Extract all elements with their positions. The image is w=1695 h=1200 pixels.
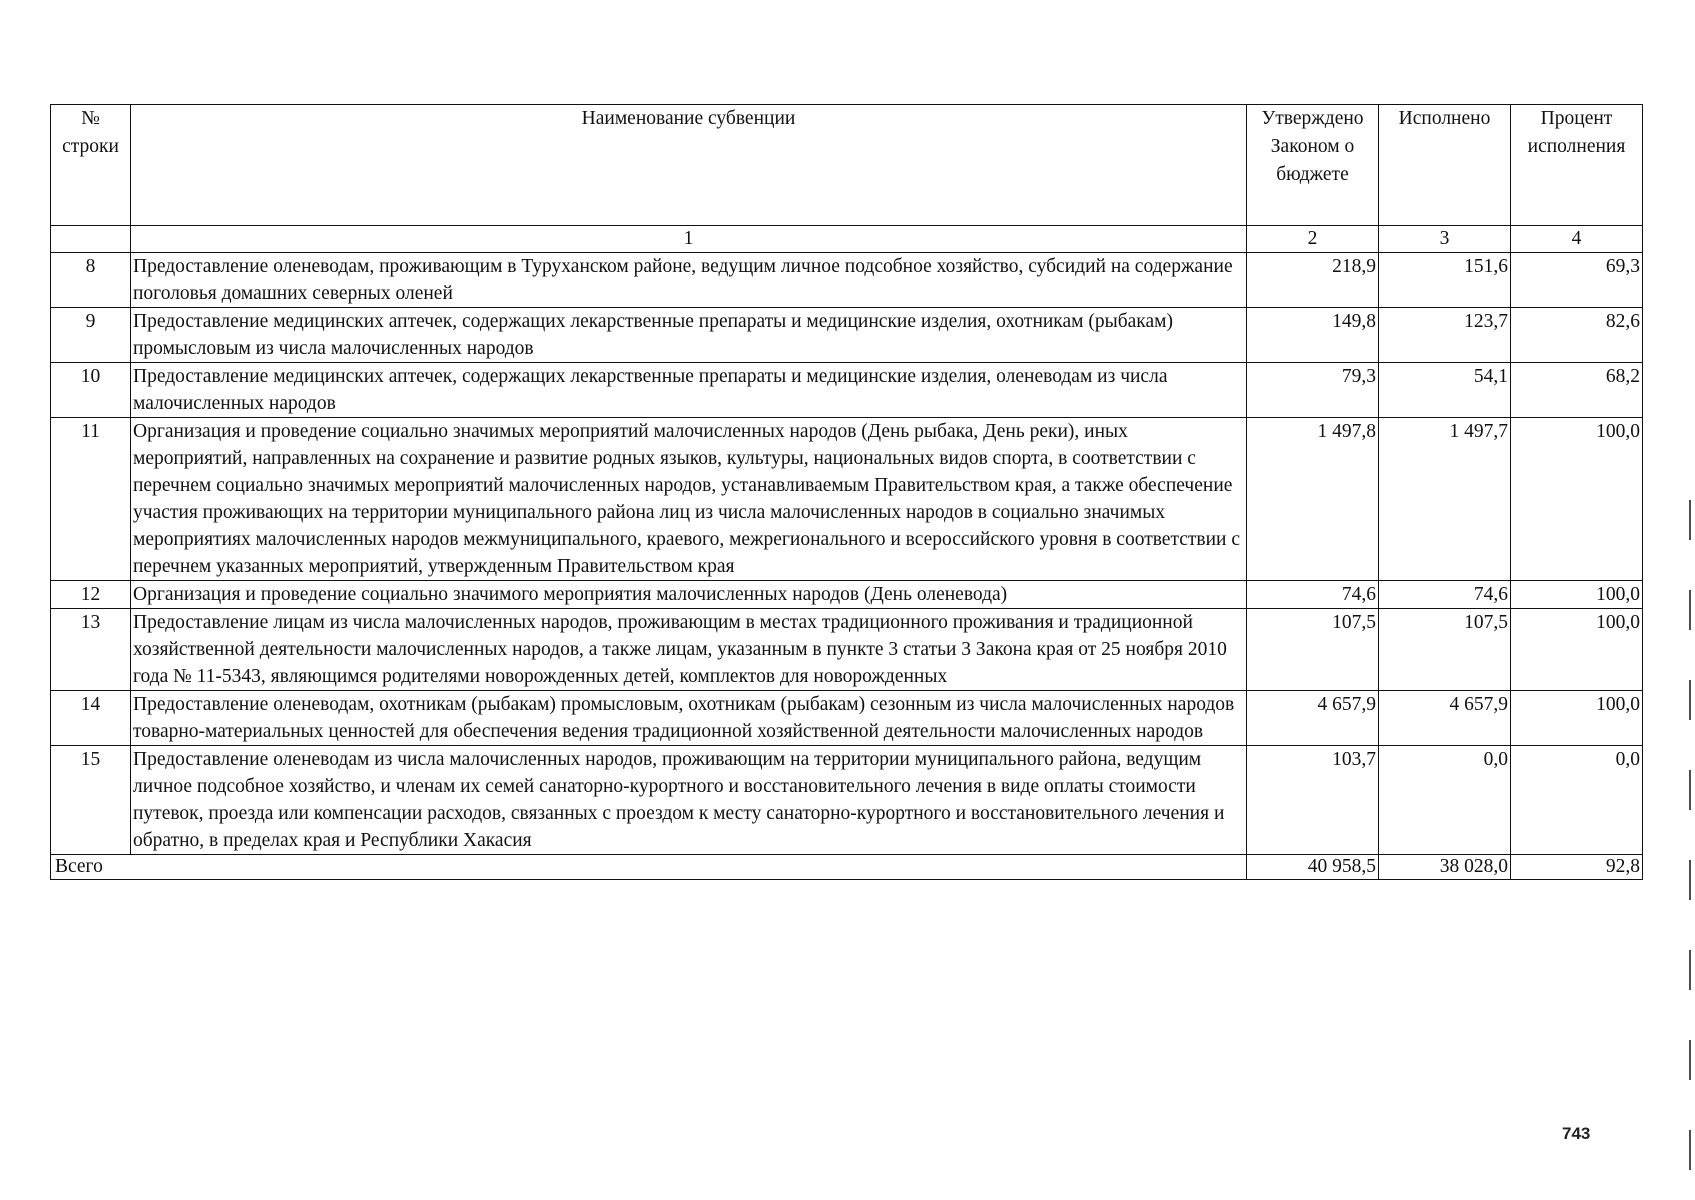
table-row bbox=[51, 691, 1643, 746]
approved-value: 79,3 bbox=[1247, 363, 1379, 418]
total-executed: 38 028,0 bbox=[1379, 855, 1511, 880]
subsidy-name: Предоставление оленеводам, охотникам (рыбакам) промысловым, охотникам (рыбакам) сезонным из числа малочисленных народов товарно-материальных ценностей для обеспечения ведения традиционной хозяйственной деятельности малочисленных народов bbox=[131, 691, 1247, 746]
column-number-0 bbox=[51, 226, 131, 253]
percent-value: 68,2 bbox=[1511, 363, 1643, 418]
executed-value: 0,0 bbox=[1379, 746, 1511, 855]
total-percent: 92,8 bbox=[1511, 855, 1643, 880]
table-row bbox=[51, 308, 1643, 363]
header-percent: Процент исполнения bbox=[1511, 105, 1643, 226]
table-row bbox=[51, 609, 1643, 691]
approved-value: 74,6 bbox=[1247, 581, 1379, 609]
percent-value: 0,0 bbox=[1511, 746, 1643, 855]
subsidy-name: Предоставление медицинских аптечек, содержащих лекарственные препараты и медицинские изделия, оленеводам из числа малочисленных народов bbox=[131, 363, 1247, 418]
total-label: Всего bbox=[51, 855, 1247, 880]
percent-value: 100,0 bbox=[1511, 418, 1643, 581]
table-row bbox=[51, 581, 1643, 609]
total-row bbox=[51, 855, 1643, 880]
row-number: 11 bbox=[51, 418, 131, 581]
percent-value: 100,0 bbox=[1511, 581, 1643, 609]
executed-value: 1 497,7 bbox=[1379, 418, 1511, 581]
percent-value: 69,3 bbox=[1511, 253, 1643, 308]
column-number-4: 4 bbox=[1511, 226, 1643, 253]
approved-value: 107,5 bbox=[1247, 609, 1379, 691]
percent-value: 100,0 bbox=[1511, 609, 1643, 691]
row-number: 13 bbox=[51, 609, 131, 691]
executed-value: 123,7 bbox=[1379, 308, 1511, 363]
subsidy-name: Предоставление оленеводам, проживающим в Туруханском районе, ведущим личное подсобное хозяйство, субсидий на содержание поголовья домашних северных оленей bbox=[131, 253, 1247, 308]
percent-value: 82,6 bbox=[1511, 308, 1643, 363]
percent-value: 100,0 bbox=[1511, 691, 1643, 746]
subsidy-table bbox=[50, 104, 1643, 880]
table-header bbox=[51, 105, 1643, 253]
subsidy-name: Организация и проведение социально значимых мероприятий малочисленных народов (День рыбака, День реки), иных мероприятий, направленных на сохранение и развитие родных языков, культуры, национальных видов спорта, в соответствии с перечнем социально значимых мероприятий малочисленных народов, устанавливаемым Правительством края, а также обеспечение участия проживающих на территории муниципального района лиц из числа малочисленных народов в социально значимых мероприятиях малочисленных народов межмуниципального, краевого, межрегионального и всероссийского уровня в соответствии с перечнем указанных мероприятий, утвержденным Правительством края bbox=[131, 418, 1247, 581]
scan-edge-mark bbox=[1689, 500, 1691, 1180]
row-number: 10 bbox=[51, 363, 131, 418]
executed-value: 74,6 bbox=[1379, 581, 1511, 609]
column-number-3: 3 bbox=[1379, 226, 1511, 253]
executed-value: 54,1 bbox=[1379, 363, 1511, 418]
approved-value: 1 497,8 bbox=[1247, 418, 1379, 581]
table-body bbox=[51, 253, 1643, 880]
approved-value: 4 657,9 bbox=[1247, 691, 1379, 746]
subsidy-name: Предоставление оленеводам из числа малочисленных народов, проживающим на территории муниципального района, ведущим личное подсобное хозяйство, и членам их семей санаторно-курортного и восстановительного лечения в виде оплаты стоимости путевок, проезда или компенсации расходов, связанных с проездом к месту санаторно-курортного и восстановительного лечения и обратно, в пределах края и Республики Хакасия bbox=[131, 746, 1247, 855]
row-number: 15 bbox=[51, 746, 131, 855]
header-subsidy-name: Наименование субвенции bbox=[131, 105, 1247, 226]
approved-value: 103,7 bbox=[1247, 746, 1379, 855]
table-row bbox=[51, 363, 1643, 418]
header-approved: Утверждено Законом о бюджете bbox=[1247, 105, 1379, 226]
subsidy-name: Организация и проведение социально значимого мероприятия малочисленных народов (День оленевода) bbox=[131, 581, 1247, 609]
column-number-1: 1 bbox=[131, 226, 1247, 253]
row-number: 12 bbox=[51, 581, 131, 609]
executed-value: 4 657,9 bbox=[1379, 691, 1511, 746]
subsidy-name: Предоставление лицам из числа малочисленных народов, проживающим в местах традиционного проживания и традиционной хозяйственной деятельности малочисленных народов, а также лицам, указанным в пункте 3 статьи 3 Закона края от 25 ноября 2010 года № 11-5343, являющимся родителями новорожденных детей, комплектов для новорожденных bbox=[131, 609, 1247, 691]
table-row bbox=[51, 253, 1643, 308]
table-row bbox=[51, 418, 1643, 581]
executed-value: 107,5 bbox=[1379, 609, 1511, 691]
executed-value: 151,6 bbox=[1379, 253, 1511, 308]
row-number: 14 bbox=[51, 691, 131, 746]
approved-value: 218,9 bbox=[1247, 253, 1379, 308]
subsidy-name: Предоставление медицинских аптечек, содержащих лекарственные препараты и медицинские изделия, охотникам (рыбакам) промысловым из числа малочисленных народов bbox=[131, 308, 1247, 363]
header-row-number: № строки bbox=[51, 105, 131, 226]
column-number-2: 2 bbox=[1247, 226, 1379, 253]
row-number: 8 bbox=[51, 253, 131, 308]
header-executed: Исполнено bbox=[1379, 105, 1511, 226]
page-number: 743 bbox=[1562, 1124, 1591, 1143]
row-number: 9 bbox=[51, 308, 131, 363]
total-approved: 40 958,5 bbox=[1247, 855, 1379, 880]
approved-value: 149,8 bbox=[1247, 308, 1379, 363]
table-row bbox=[51, 746, 1643, 855]
